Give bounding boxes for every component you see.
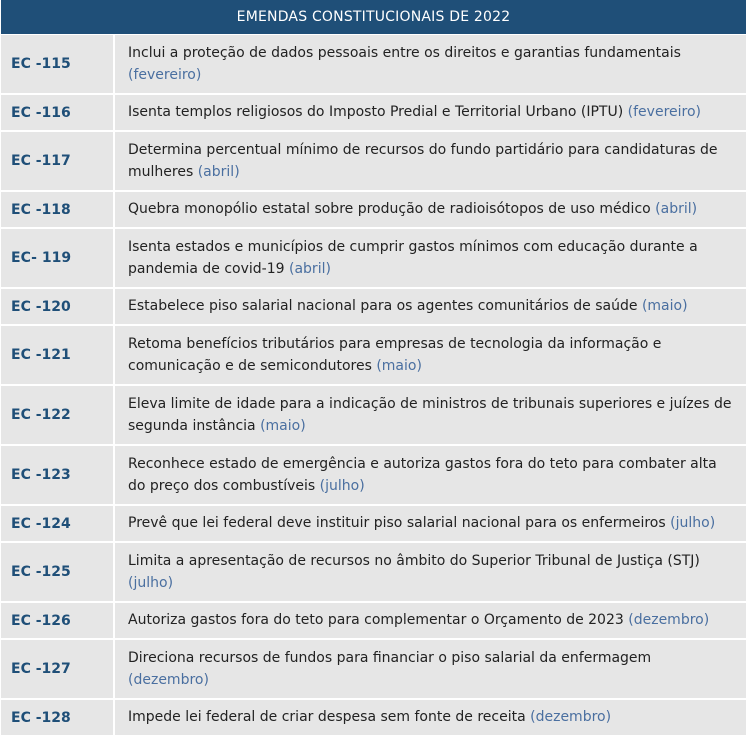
table-row xyxy=(1,132,746,192)
amendment-month: (maio) xyxy=(641,298,688,315)
amendment-code: EC -122 xyxy=(1,386,115,444)
table-row xyxy=(1,229,746,289)
table-row xyxy=(1,543,746,603)
amendment-text: Estabelece piso salarial nacional para os agentes comunitários de saúde xyxy=(128,298,638,315)
amendments-table xyxy=(1,0,746,737)
amendment-text: Inclui a proteção de dados pessoais entre os direitos e garantias fundamentais xyxy=(128,44,681,61)
amendment-code: EC -118 xyxy=(1,192,115,227)
table-row xyxy=(1,386,746,446)
amendment-text: Quebra monopólio estatal sobre produção de radioisótopos de uso médico xyxy=(128,201,651,218)
table-body xyxy=(1,34,746,737)
amendment-description xyxy=(115,35,746,93)
amendment-description xyxy=(115,603,746,638)
amendment-text: Determina percentual mínimo de recursos do fundo partidário para candidaturas de mulheres xyxy=(128,141,718,180)
amendment-month: (abril) xyxy=(655,201,698,218)
amendment-description xyxy=(115,192,746,227)
amendment-month: (maio) xyxy=(376,358,422,374)
amendment-month: (dezembro) xyxy=(628,612,710,629)
table-row xyxy=(1,192,746,229)
table-row xyxy=(1,446,746,506)
amendment-code: EC -116 xyxy=(1,95,115,130)
amendment-description xyxy=(115,229,746,287)
amendment-text: Reconhece estado de emergência e autoriza gastos fora do teto para combater alta do preço dos combustíveis xyxy=(128,455,717,494)
table-row xyxy=(1,35,746,95)
amendment-month: (fevereiro) xyxy=(128,67,202,83)
amendment-month: (dezembro) xyxy=(128,672,209,688)
amendment-text: Isenta templos religiosos do Imposto Predial e Territorial Urbano (IPTU) xyxy=(128,104,624,121)
table-row xyxy=(1,506,746,543)
amendment-code: EC- 119 xyxy=(1,229,115,287)
amendment-month: (abril) xyxy=(289,261,331,277)
table-row xyxy=(1,700,746,737)
amendment-code: EC -124 xyxy=(1,506,115,541)
amendment-code: EC -117 xyxy=(1,132,115,190)
table-row xyxy=(1,603,746,640)
amendment-code: EC -126 xyxy=(1,603,115,638)
amendment-month: (julho) xyxy=(319,478,365,494)
amendment-code: EC -127 xyxy=(1,640,115,698)
amendment-text: Direciona recursos de fundos para financiar o piso salarial da enfermagem xyxy=(128,649,652,666)
table-title: EMENDAS CONSTITUCIONAIS DE 2022 xyxy=(1,0,746,34)
amendment-description xyxy=(115,700,746,735)
amendment-description xyxy=(115,289,746,324)
amendment-description xyxy=(115,326,746,384)
amendment-description xyxy=(115,386,746,444)
amendment-month: (maio) xyxy=(260,418,306,434)
amendment-code: EC -120 xyxy=(1,289,115,324)
amendment-text: Retoma benefícios tributários para empresas de tecnologia da informação e comunicação e de semicondutores xyxy=(128,335,662,374)
amendment-text: Autoriza gastos fora do teto para complementar o Orçamento de 2023 xyxy=(128,612,624,629)
amendment-text: Eleva limite de idade para a indicação de ministros de tribunais superiores e juízes de segunda instância xyxy=(128,395,732,434)
table-row xyxy=(1,289,746,326)
amendment-description xyxy=(115,95,746,130)
table-row xyxy=(1,326,746,386)
amendment-code: EC -123 xyxy=(1,446,115,504)
table-row xyxy=(1,640,746,700)
amendment-text: Prevê que lei federal deve instituir piso salarial nacional para os enfermeiros xyxy=(128,515,666,532)
table-row xyxy=(1,95,746,132)
amendment-description xyxy=(115,446,746,504)
amendment-description xyxy=(115,132,746,190)
amendment-description xyxy=(115,640,746,698)
amendment-month: (abril) xyxy=(197,164,240,180)
amendment-month: (julho) xyxy=(670,515,716,532)
amendment-description xyxy=(115,506,746,541)
amendment-text: Limita a apresentação de recursos no âmbito do Superior Tribunal de Justiça (STJ) xyxy=(128,552,700,569)
amendment-month: (julho) xyxy=(128,575,174,591)
amendment-code: EC -115 xyxy=(1,35,115,93)
amendment-code: EC -128 xyxy=(1,700,115,735)
amendment-code: EC -121 xyxy=(1,326,115,384)
amendment-text: Impede lei federal de criar despesa sem fonte de receita xyxy=(128,709,526,726)
amendment-month: (fevereiro) xyxy=(627,104,701,121)
amendment-code: EC -125 xyxy=(1,543,115,601)
amendment-description xyxy=(115,543,746,601)
amendment-month: (dezembro) xyxy=(530,709,612,726)
amendment-text: Isenta estados e municípios de cumprir gastos mínimos com educação durante a pandemia de covid-19 xyxy=(128,238,698,277)
